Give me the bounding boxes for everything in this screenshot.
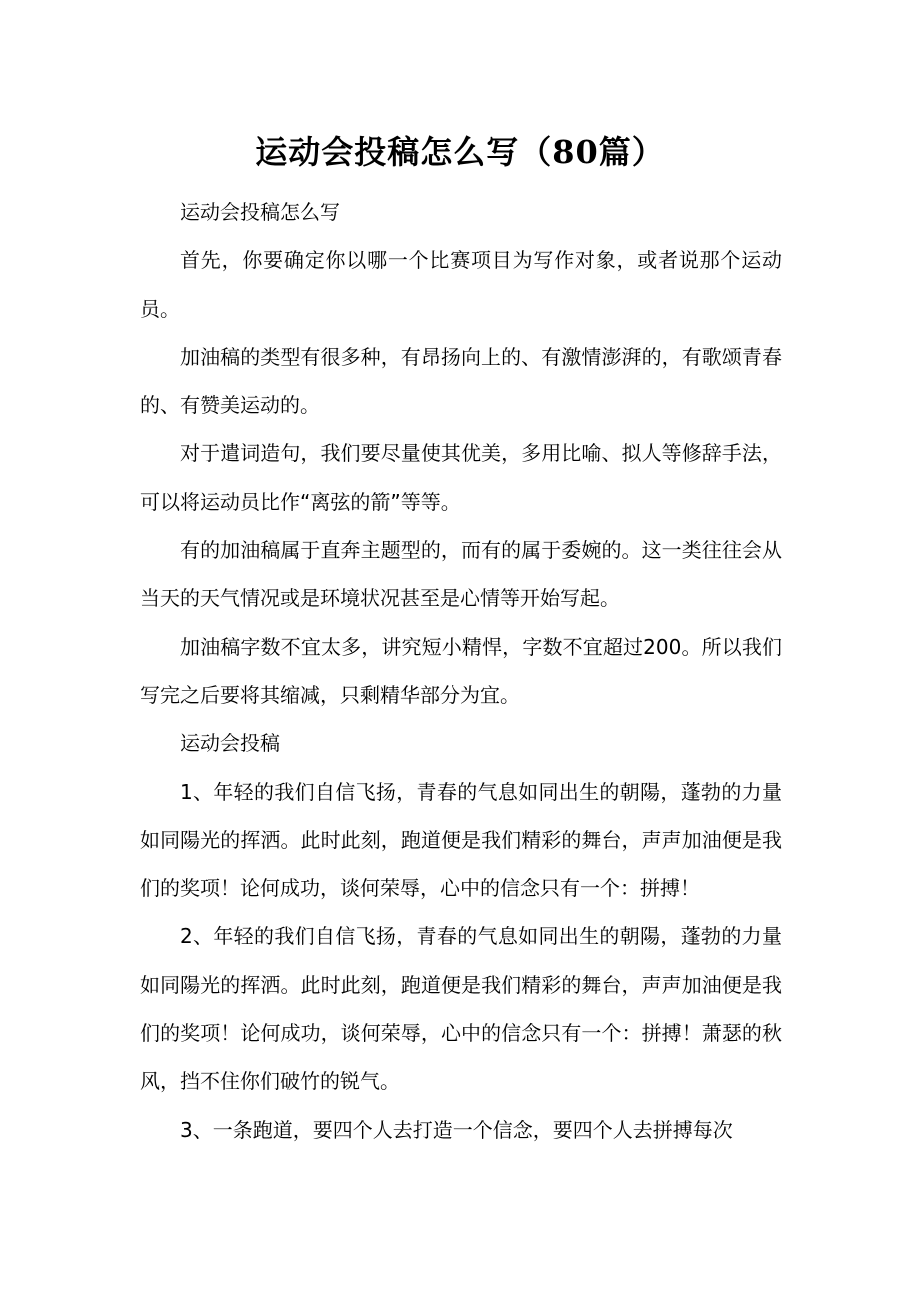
document-title: 运动会投稿怎么写（80篇） [255, 133, 665, 171]
paragraph: 有的加油稿属于直奔主题型的，而有的属于委婉的。这一类往往会从当天的天气情况或是环境状况甚至是心情等开始写起。 [140, 538, 782, 611]
paragraph: 运动会投稿 [180, 731, 280, 756]
paragraph: 对于遣词造句，我们要尽量使其优美，多用比喻、拟人等修辞手法，可以将运动员比作“离弦的箭”等等。 [140, 441, 782, 514]
paragraph: 加油稿字数不宜太多，讲究短小精悍，字数不宜超过200。所以我们写完之后要将其缩减，只剩精华部分为宜。 [140, 634, 782, 707]
document-body [140, 188, 782, 1154]
paragraph: 1、年轻的我们自信飞扬，青春的气息如同出生的朝陽，蓬勃的力量如同陽光的挥洒。此时此刻，跑道便是我们精彩的舞台，声声加油便是我们的奖项！论何成功，谈何荣辱，心中的信念只有一个：拼搏！ [140, 779, 782, 901]
paragraph: 2、年轻的我们自信飞扬，青春的气息如同出生的朝陽，蓬勃的力量如同陽光的挥洒。此时此刻，跑道便是我们精彩的舞台，声声加油便是我们的奖项！论何成功，谈何荣辱，心中的信念只有一个：拼搏！萧瑟的秋风，挡不住你们破竹的锐气。 [140, 924, 782, 1094]
paragraph: 加油稿的类型有很多种，有昂扬向上的、有激情澎湃的，有歌颂青春的、有赞美运动的。 [140, 344, 782, 418]
paragraph: 运动会投稿怎么写 [180, 200, 340, 224]
paragraph: 首先，你要确定你以哪一个比赛项目为写作对象，或者说那个运动员。 [140, 248, 782, 321]
paragraph: 3、一条跑道，要四个人去打造一个信念，要四个人去拼搏每次 [180, 1117, 733, 1142]
